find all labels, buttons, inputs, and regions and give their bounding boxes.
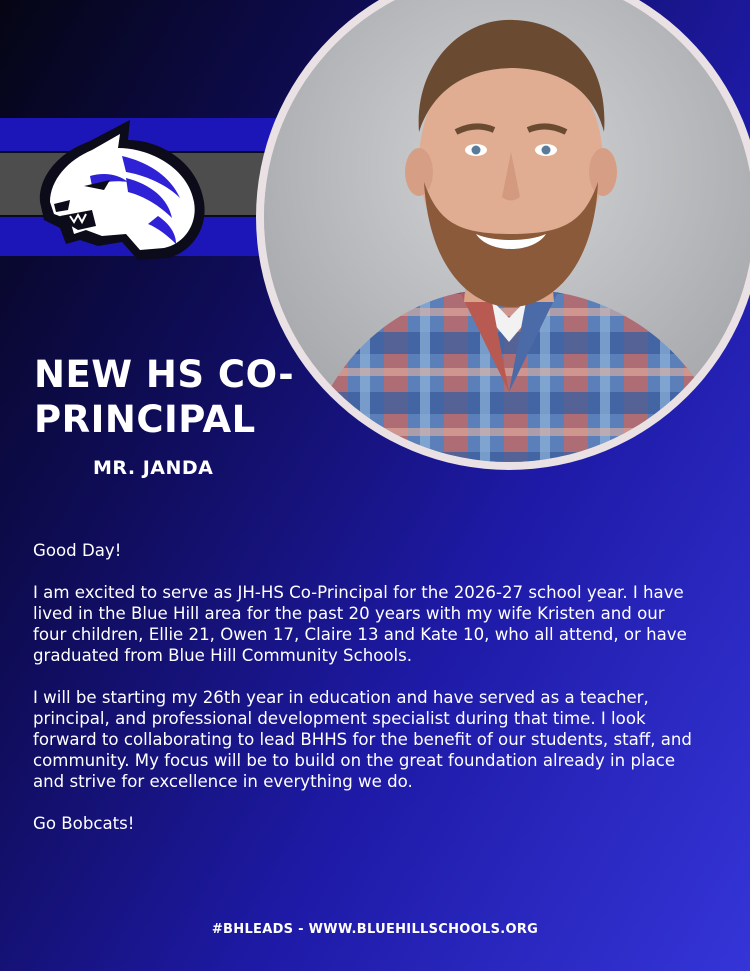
- bobcat-mascot-icon: [30, 116, 210, 260]
- headline: NEW HS CO-PRINCIPAL: [34, 353, 295, 441]
- letter-greeting: Good Day!: [33, 541, 122, 560]
- letter-paragraph: I am excited to serve as JH-HS Co-Principal for the 2026-27 school year. I have lived in the Blue Hill area for the past 20 years with my wife Kristen and our four children, Ellie 21, Owen 17, Claire 13 and Kate 10, who all attend, or have graduated from Blue Hill Community Schools.: [33, 583, 687, 665]
- footer-hashtag-url: #BHLEADS - WWW.BLUEHILLSCHOOLS.ORG: [211, 922, 539, 937]
- letter-closing: Go Bobcats!: [33, 814, 135, 833]
- letter-paragraph: I will be starting my 26th year in education and have served as a teacher, principal, and professional development specialist during that time. I look forward to collaborating to lead BHHS for the benefit of our students, staff, and community. My focus will be to build on the great foundation already in place and strive for excellence in everything we do.: [33, 688, 692, 791]
- subheadline: MR. JANDA: [93, 457, 214, 479]
- letter-body: [33, 540, 693, 855]
